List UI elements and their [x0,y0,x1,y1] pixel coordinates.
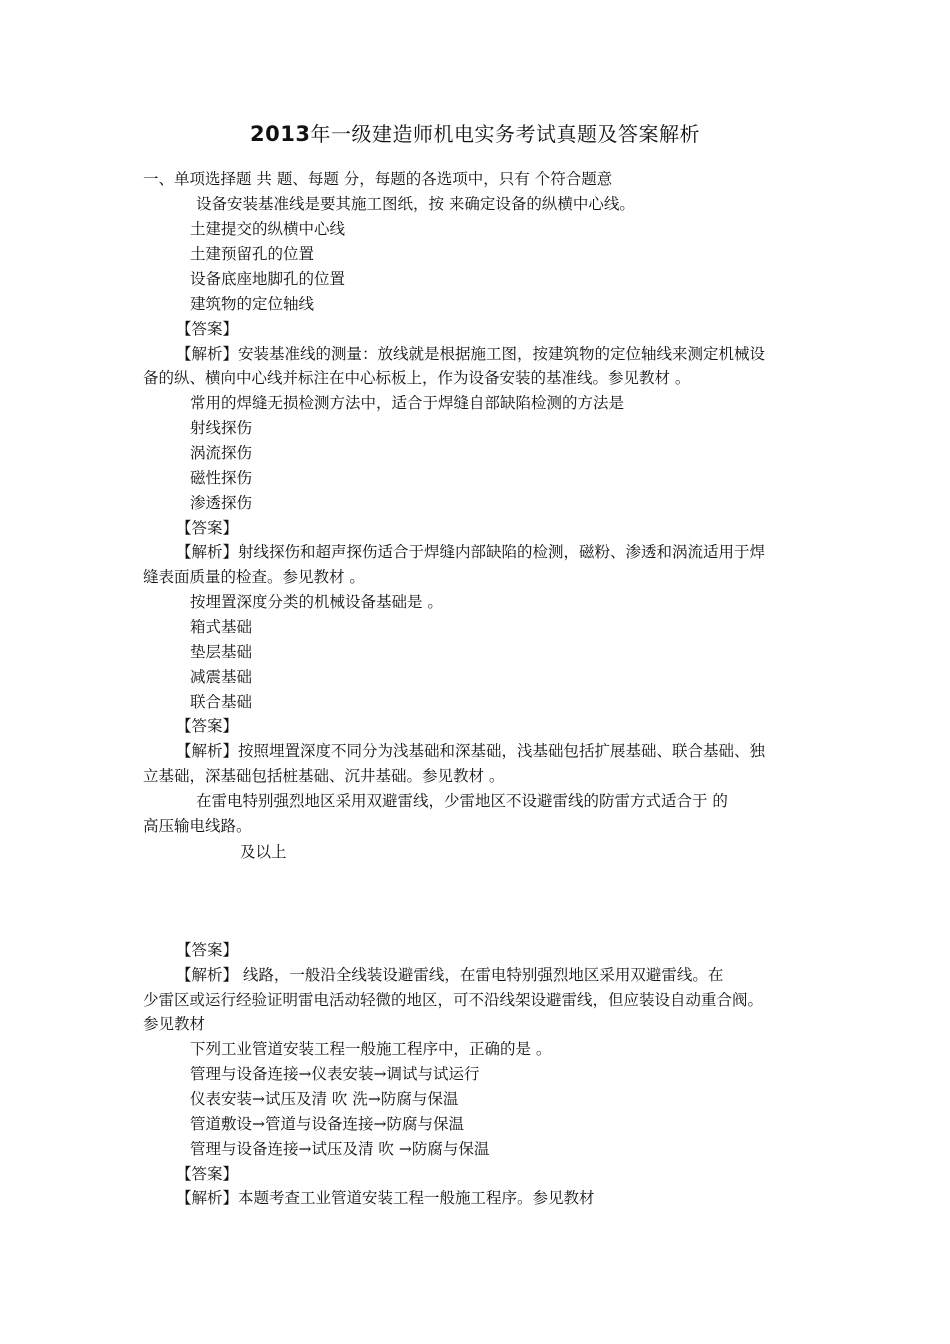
question-3-option-b: 垫层基础 [190,643,253,661]
question-2-option-c: 磁性探伤 [190,469,253,487]
question-2-stem: 常用的焊缝无损检测方法中，适合于焊缝自部缺陷检测的方法是 [190,394,625,412]
question-5-option-d: 管理与设备连接→试压及清 吹 →防腐与保温 [190,1140,490,1158]
question-2-analysis-line-1: 【解析】射线探伤和超声探伤适合于焊缝内部缺陷的检测，磁粉、渗透和涡流适用于焊 [176,543,766,561]
question-1-option-d: 建筑物的定位轴线 [190,295,315,313]
question-3-analysis-line-1: 【解析】按照埋置深度不同分为浅基础和深基础，浅基础包括扩展基础、联合基础、独 [176,742,766,760]
question-3-answer: 【答案】 [176,717,239,735]
question-3-option-c: 减震基础 [190,668,253,686]
question-4-stem-line-1: 在雷电特别强烈地区采用双避雷线，少雷地区不设避雷线的防雷方式适合于 的 [196,792,728,810]
title-year: 2013 [250,122,311,146]
question-5-stem: 下列工业管道安装工程一般施工程序中，正确的是 。 [190,1040,552,1058]
question-2-option-d: 渗透探伤 [190,494,253,512]
section-heading: 一、单项选择题 共 题、每题 分，每题的各选项中，只有 个符合题意 [143,170,613,188]
question-1-option-c: 设备底座地脚孔的位置 [190,270,346,288]
question-1-option-b: 土建预留孔的位置 [190,245,315,263]
question-3-stem: 按埋置深度分类的机械设备基础是 。 [190,593,443,611]
question-5-option-b: 仪表安装→试压及清 吹 洗→防腐与保温 [190,1090,459,1108]
question-1-stem: 设备安装基准线是要其施工图纸，按 来确定设备的纵横中心线。 [196,195,635,213]
question-1-option-a: 土建提交的纵横中心线 [190,220,346,238]
question-5-analysis-line-1: 【解析】本题考查工业管道安装工程一般施工程序。参见教材 [176,1189,595,1207]
question-1-analysis-line-1: 【解析】安装基准线的测量：放线就是根据施工图，按建筑物的定位轴线来测定机械设 [176,345,766,363]
question-5-answer: 【答案】 [176,1165,239,1183]
question-5-option-a: 管理与设备连接→仪表安装→调试与试运行 [190,1065,480,1083]
title-text: 年一级建造师机电实务考试真题及答案解析 [310,122,700,146]
question-5-option-c: 管道敷设→管道与设备连接→防腐与保温 [190,1115,464,1133]
question-3-option-d: 联合基础 [190,693,253,711]
question-3-option-a: 箱式基础 [190,618,253,636]
question-4-option-a: 及以上 [240,843,287,861]
question-2-option-a: 射线探伤 [190,419,253,437]
page-title [0,118,950,147]
question-3-analysis-line-2: 立基础，深基础包括桩基础、沉井基础。参见教材 。 [143,767,505,785]
question-4-analysis-line-1: 【解析】 线路，一般沿全线装设避雷线，在雷电特别强烈地区采用双避雷线。在 [176,966,724,984]
question-1-analysis-line-2: 备的纵、横向中心线并标注在中心标板上，作为设备安装的基准线。参见教材 。 [143,369,691,387]
question-1-answer: 【答案】 [176,320,239,338]
question-2-analysis-line-2: 缝表面质量的检查。参见教材 。 [143,568,365,586]
question-2-option-b: 涡流探伤 [190,444,253,462]
question-4-stem-line-2: 高压输电线路。 [143,817,252,835]
question-4-analysis-line-3: 参见教材 [143,1015,206,1033]
question-4-answer: 【答案】 [176,941,239,959]
question-2-answer: 【答案】 [176,519,239,537]
question-4-analysis-line-2: 少雷区或运行经验证明雷电活动轻微的地区，可不沿线架设避雷线，但应装设自动重合阀。 [143,991,764,1009]
